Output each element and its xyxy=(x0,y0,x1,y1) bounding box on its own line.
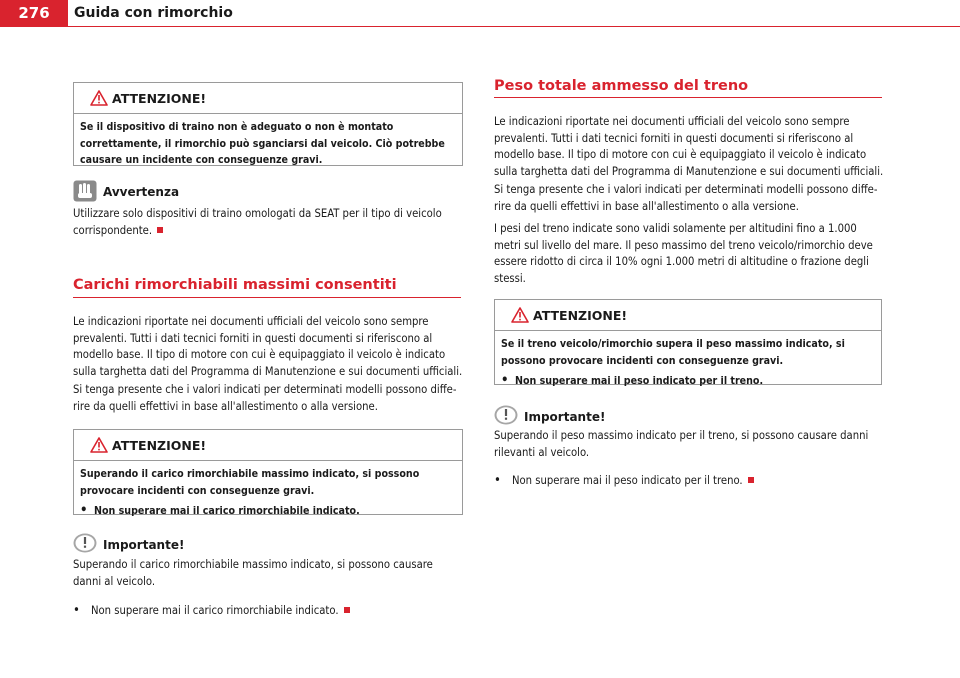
section-paragraph-1: Le indicazioni riportate nei documenti ufficiali del veicolo sono sempre prevalenti. Tutti i dati tecnici forniti in questi documenti si riferiscono al modello base. Il tipo di motore con cui è equipaggiato il veicolo è indicato sulla targhetta dati del Programma di Manutenzione e sui documenti ufficiali. xyxy=(73,315,463,378)
warning-bullet: • Non superare mai il carico rimorchiabile indicato. xyxy=(80,503,456,520)
section-paragraph-2: Si tenga presente che i valori indicati per determinati modelli possono diffe-rire da quelli effettivi in base all'allestimento o alla versione. xyxy=(494,183,878,213)
warning-triangle-icon xyxy=(90,437,108,457)
warning-text: Se il treno veicolo/rimorchio supera il peso massimo indicato, si possono provocare incidenti con conseguenze gravi. xyxy=(501,338,845,367)
important-bullet-text: Non superare mai il peso indicato per il treno. xyxy=(512,474,743,488)
warning-title: ATTENZIONE! xyxy=(112,91,207,106)
section-title-carichi: Carichi rimorchiabili massimi consentiti xyxy=(73,277,397,293)
warning-text: Superando il carico rimorchiabile massimo indicato, si possono provocare incidenti con conseguenze gravi. xyxy=(80,468,420,497)
warning-header xyxy=(74,83,462,114)
important-heading xyxy=(73,533,373,555)
warning-triangle-icon xyxy=(90,90,108,110)
note-text xyxy=(73,206,463,239)
warning-bullet: • Non superare mai il peso indicato per il treno. xyxy=(501,373,875,390)
warning-header xyxy=(74,430,462,461)
header-rule xyxy=(68,26,960,27)
warning-triangle-icon xyxy=(511,307,529,327)
note-text-content: Utilizzare solo dispositivi di traino omologati da SEAT per il tipo di veicolo corrispondente. xyxy=(73,207,442,237)
important-title: Importante! xyxy=(103,538,185,552)
important-text: Superando il carico rimorchiabile massimo indicato, si possono causare danni al veicolo. xyxy=(73,558,433,588)
important-title: Importante! xyxy=(524,410,606,424)
warning-title: ATTENZIONE! xyxy=(533,308,628,323)
warning-box-load xyxy=(73,429,463,515)
end-marker xyxy=(344,607,350,613)
section-rule xyxy=(494,97,882,98)
chapter-title: Guida con rimorchio xyxy=(74,5,233,21)
important-exclamation-icon xyxy=(494,405,518,429)
section-paragraph-1: Le indicazioni riportate nei documenti ufficiali del veicolo sono sempre prevalenti. Tutti i dati tecnici forniti in questi documenti si riferiscono al modello base. Il tipo di motore con cui è equipaggiato il veicolo è indicato sulla targhetta dati del Programma di Manutenzione e sui documenti ufficiali. xyxy=(494,115,884,178)
section-paragraph-2: Si tenga presente che i valori indicati per determinati modelli possono diffe-rire da quelli effettivi in base all'allestimento o alla versione. xyxy=(73,383,457,413)
important-text: Superando il peso massimo indicato per il treno, si possono causare danni rilevanti al veicolo. xyxy=(494,429,869,459)
note-heading xyxy=(73,180,373,202)
section-rule xyxy=(73,297,461,298)
important-exclamation-icon xyxy=(73,533,97,557)
page-number: 276 xyxy=(0,0,68,27)
warning-title: ATTENZIONE! xyxy=(112,438,207,453)
section-paragraph-3: I pesi del treno indicate sono validi solamente per altitudini fino a 1.000 metri sul livello del mare. Il peso massimo del treno veicolo/rimorchio deve essere ridotto di circa il 10% ogni 1.000 metri di altitudine o frazione degli stessi. xyxy=(494,222,873,285)
warning-body xyxy=(74,461,462,524)
section-title-peso: Peso totale ammesso del treno xyxy=(494,78,749,94)
note-title: Avvertenza xyxy=(103,185,180,199)
warning-box-coupling xyxy=(73,82,463,166)
end-marker xyxy=(157,227,163,233)
note-icon xyxy=(73,180,97,206)
end-marker xyxy=(748,477,754,483)
important-bullet xyxy=(73,603,463,620)
important-bullet xyxy=(494,473,884,490)
page-header xyxy=(0,0,960,30)
warning-header xyxy=(495,300,881,331)
warning-box-train xyxy=(494,299,882,385)
warning-body xyxy=(74,114,462,173)
warning-text: Se il dispositivo di traino non è adeguato o non è montato correttamente, il rimorchio può sganciarsi dal veicolo. Ciò potrebbe causare un incidente con conseguenze gravi. xyxy=(80,121,445,166)
important-heading xyxy=(494,405,794,427)
warning-body xyxy=(495,331,881,394)
important-bullet-text: Non superare mai il carico rimorchiabile indicato. xyxy=(91,604,339,618)
